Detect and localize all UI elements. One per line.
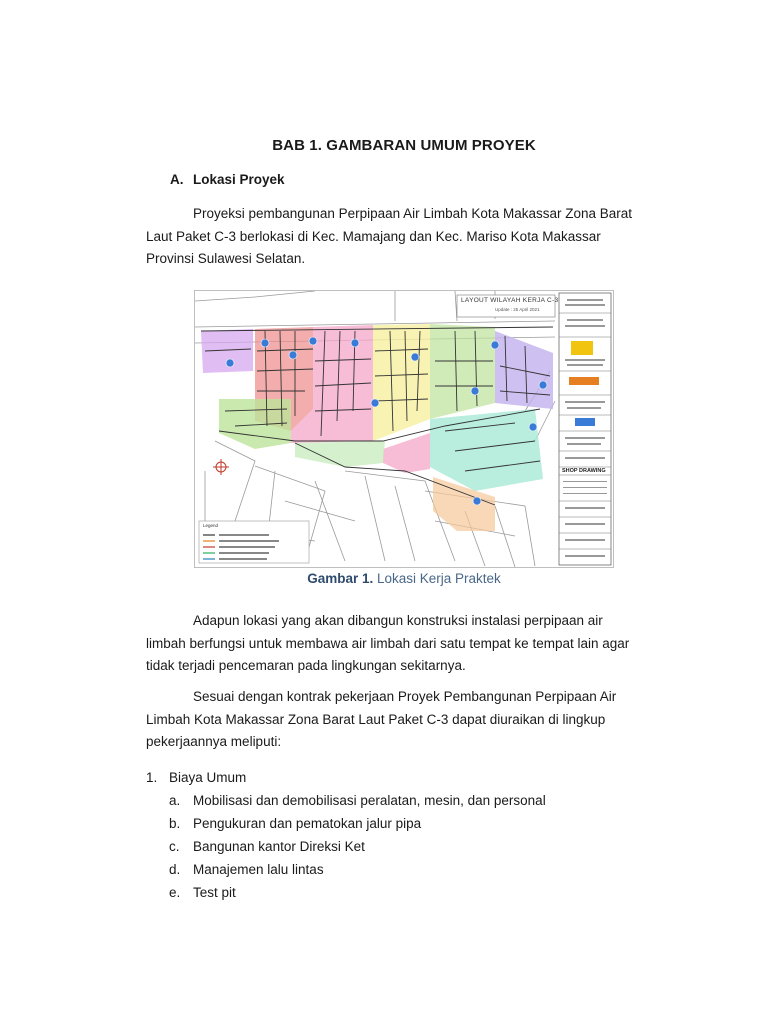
caption-text: Lokasi Kerja Praktek (376, 571, 501, 586)
zone-green-east (430, 324, 495, 419)
paragraph-line (146, 226, 658, 249)
sub-list-letter: a. (169, 793, 181, 808)
chapter-heading: BAB 1. GAMBARAN UMUM PROYEK (272, 137, 536, 154)
sub-list-item (169, 885, 236, 900)
paragraph-location (146, 203, 658, 271)
paragraph-line (146, 610, 658, 633)
sub-list-letter: e. (169, 885, 181, 900)
paragraph-line-text: Proyeksi pembangunan Perpipaan Air Limbah Kota Makassar Zona Barat (193, 206, 633, 221)
list-item-biaya-umum (146, 770, 246, 785)
sub-list-text: Test pit (193, 885, 236, 900)
sub-list-text: Mobilisasi dan demobilisasi peralatan, mesin, dan personal (193, 793, 546, 808)
sub-list-letter: c. (169, 839, 180, 854)
map-update: Update : 25 April 2021 (495, 307, 540, 312)
sub-list-item (169, 793, 546, 808)
sub-list-item (169, 862, 324, 877)
sub-list-letter: b. (169, 816, 181, 831)
paragraph-line (146, 633, 658, 656)
paragraph-line-text: Laut Paket C-3 berlokasi di Kec. Mamajang dan Kec. Mariso Kota Makassar (146, 228, 601, 244)
sub-list-text: Pengukuran dan pematokan jalur pipa (193, 816, 422, 831)
sub-list-item (169, 839, 365, 854)
project-location-map (194, 290, 614, 568)
paragraph-line-text: Provinsi Sulawesi Selatan. (146, 251, 306, 266)
section-letter: A. (170, 172, 184, 187)
caption-label: Gambar 1. (307, 571, 374, 586)
map-drawing (195, 291, 613, 567)
paragraph-purpose (146, 610, 658, 678)
sub-list-text: Bangunan kantor Direksi Ket (193, 839, 365, 854)
section-title: Lokasi Proyek (193, 172, 285, 187)
legend-title: Legend (203, 523, 219, 528)
paragraph-line-text: tidak terjadi pencemaran pada lingkungan sekitarnya. (146, 658, 466, 673)
paragraph-line-text: Sesuai dengan kontrak pekerjaan Proyek Pembangunan Perpipaan Air (193, 689, 617, 704)
sub-list-text: Manajemen lalu lintas (193, 862, 324, 877)
paragraph-line-text: pekerjaannya meliputi: (146, 734, 282, 749)
shop-drawing-label: SHOP DRAWING (562, 468, 606, 474)
paragraph-line-text: Adapun lokasi yang akan dibangun konstruksi instalasi perpipaan air (193, 613, 603, 628)
paragraph-line (146, 248, 658, 271)
sub-list-letter: d. (169, 862, 181, 877)
list-number: 1. (146, 770, 158, 785)
paragraph-line-text: Limbah Kota Makassar Zona Barat Laut Paket C-3 dapat diuraikan di lingkup (146, 711, 606, 727)
sub-list-item (169, 816, 421, 831)
paragraph-line (146, 731, 658, 754)
figure-caption (0, 571, 768, 586)
paragraph-line (146, 655, 658, 678)
paragraph-line-text: limbah berfungsi untuk membawa air limbah dari satu tempat ke tempat lain agar (146, 635, 630, 651)
map-title: LAYOUT WILAYAH KERJA C-3 (461, 297, 559, 304)
paragraph-line (146, 203, 658, 226)
section-heading (170, 172, 285, 187)
paragraph-scope (146, 686, 658, 754)
paragraph-line (146, 686, 658, 709)
list-title: Biaya Umum (169, 770, 247, 785)
paragraph-line (146, 709, 658, 732)
